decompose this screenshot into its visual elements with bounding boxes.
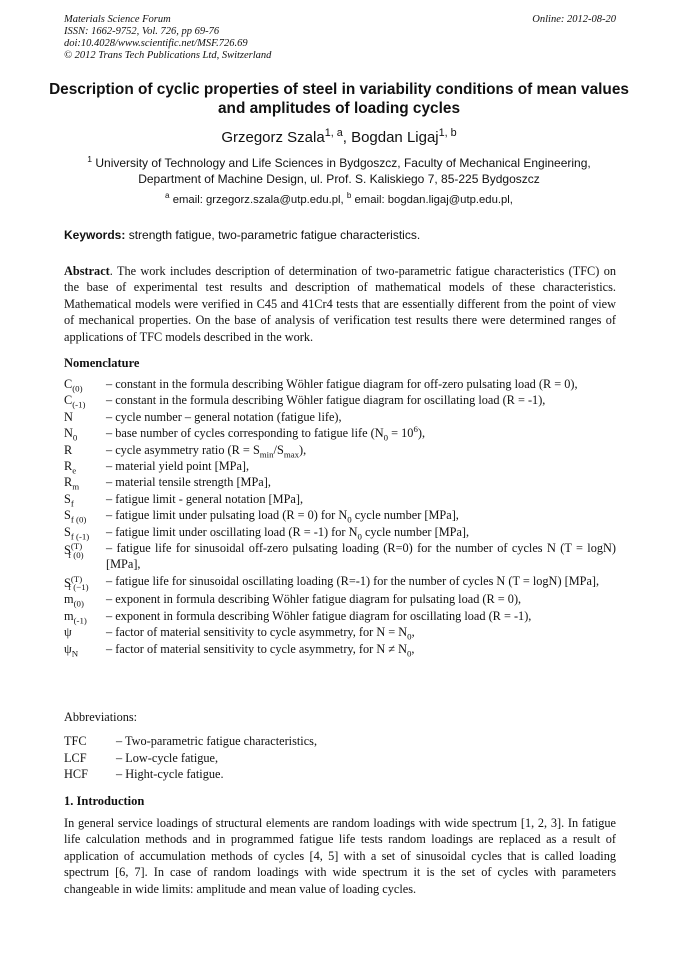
abbreviation-definition: – Hight-cycle fatigue. [116,767,224,781]
nomenclature-item [64,524,616,540]
abbreviations-heading: Abbreviations: [64,710,138,724]
symbol: $R_m$ [64,475,80,492]
definition: – base number of cycles corresponding to fatigue life $(N_0 = 10^6)$, [106,424,426,443]
nomenclature-item [64,425,616,441]
keywords [64,228,616,243]
nomenclature-item [64,392,616,408]
symbol: $S_{f (-1)}$ [64,524,90,542]
definition: – constant in the formula describing Wöhler fatigue diagram for oscillating load (R = -1), [106,393,546,408]
copyright-line: © 2012 Trans Tech Publications Ltd, Switzerland [64,50,272,61]
symbol: $C_{(0)}$ [64,377,83,394]
nomenclature-item [64,442,616,458]
definition: – factor of material sensitivity to cycle asymmetry, for $N \ne N_0$, [106,641,415,658]
email-link[interactable]: email: bogdan.ligaj@utp.edu.pl, [351,194,513,206]
abstract-label: Abstract [64,264,110,278]
symbol: $\psi_N$ [64,641,79,658]
nomenclature-item [64,491,616,507]
author-emails [40,193,638,208]
definition: – fatigue life for sinusoidal off-zero pulsating loading (R=0) for the number of cycles N (T = logN) [MPa], [106,541,616,572]
online-date: Online: 2012-08-20 [532,14,616,25]
definition: – fatigue limit under pulsating load (R = 0) for $N_0$ cycle number [MPa], [106,508,459,525]
keywords-text: strength fatigue, two-parametric fatigue characteristics. [125,228,421,242]
affiliation [40,156,638,187]
definition: – constant in the formula describing Wöhler fatigue diagram for off-zero pulsating load (R = 0), [106,377,578,391]
nomenclature-item [64,608,616,624]
nomenclature-item [64,624,616,640]
abbreviation-definition: – Two-parametric fatigue characteristics, [116,734,318,748]
definition: – fatigue life for sinusoidal oscillating loading (R=-1) for the number of cycles N (T = logN) [MPa], [106,573,600,588]
symbol: N [64,409,73,424]
definition: – material tensile strength [MPa], [106,475,271,490]
author-name: Grzegorz Szala [221,129,325,146]
nomenclature-heading: Nomenclature [64,356,140,370]
affiliation-line: Department of Machine Design, ul. Prof. S. Kaliskiego 7, 85-225 Bydgoszcz [138,171,540,186]
definition: – fatigue limit - general notation [MPa], [106,491,304,506]
symbol: $N_0$ [64,426,78,443]
symbol: $S^{(T)}_{f (0)}$ [64,540,84,560]
author-affiliation-mark: 1, a [324,127,343,139]
section-heading: 1. Introduction [64,794,145,808]
definition: – cycle asymmetry ratio $(R = S_{min}/S_{max})$, [106,442,307,460]
abbreviation: HCF [64,767,88,781]
nomenclature-item [64,376,616,392]
abstract-text: . The work includes description of determination of two-parametric fatigue characteristics (TFC) on the base of experimental test results and description of mathematical models of these characteristics. Mathematical models were verified in C45 and 41Cr4 tests that are essentially different from the point of view of mechanical properties. On the base of analysis of verification test results there were determined ranges of applications of TFC models described in the work. [64,264,616,344]
abbreviation: TFC [64,734,87,748]
nomenclature-item [64,641,616,657]
nomenclature-list [64,376,616,657]
nomenclature-item [64,591,616,607]
nomenclature-item [64,474,616,490]
symbol: $m_{(0)}$ [64,592,84,609]
nomenclature-item [64,573,616,591]
symbol: $R_e$ [64,459,77,476]
abbreviation-item [64,750,616,767]
affiliation-line: University of Technology and Life Sciences in Bydgoszcz, Faculty of Mechanical Engineering, [92,156,591,170]
author-name: Bogdan Ligaj [351,129,439,146]
keywords-label: Keywords: [64,228,126,242]
paper-title: Description of cyclic properties of steel in variability conditions of mean values and amplitudes of loading cycles [49,81,629,117]
nomenclature-item [64,458,616,474]
journal-name: Materials Science Forum [64,14,171,25]
symbol: ψ [64,625,72,640]
affiliation-mark: 1 [87,154,93,164]
abbreviation: LCF [64,750,87,765]
abbreviation-definition: – Low-cycle fatigue, [116,750,219,765]
definition: – exponent in formula describing Wöhler fatigue diagram for oscillating load (R = -1), [106,608,532,623]
nomenclature-item [64,540,616,573]
symbol: $m_{(-1)}$ [64,608,87,626]
nomenclature-item [64,507,616,523]
definition: – exponent in formula describing Wöhler fatigue diagram for pulsating load (R = 0), [106,592,522,607]
definition: – material yield point [MPa], [106,459,250,474]
author-separator: , [342,129,352,146]
definition: – cycle number – general notation (fatigue life), [106,409,342,424]
symbol: $S_f$ [64,491,74,509]
author-list [40,128,638,148]
issn-line: ISSN: 1662-9752, Vol. 726, pp 69-76 [64,26,220,37]
definition: – factor of material sensitivity to cycle asymmetry, for $N = N_0$, [106,625,415,642]
author-affiliation-mark: 1, b [438,127,457,139]
doi-line: doi:10.4028/www.scientific.net/MSF.726.69 [64,38,248,49]
email-link[interactable]: email: grzegorz.szala@utp.edu.pl, [169,194,347,206]
abbreviation-item [64,733,616,750]
abbreviations-list [64,733,616,783]
abbreviation-item [64,766,616,783]
abstract [64,263,616,345]
symbol: $S^{(T)}_{f (-1)}$ [64,573,89,593]
symbol: $S_{f (0)}$ [64,508,87,525]
definition: – fatigue limit under oscillating load (R = -1) for $N_0$ cycle number [MPa], [106,524,470,542]
email-mark: b [346,191,352,201]
symbol: R [64,442,73,457]
nomenclature-item [64,409,616,425]
introduction-paragraph: In general service loadings of structural elements are random loadings with wide spectrum [1, 2, 3]. In fatigue life calculation methods and in programmed fatigue life tests random loadings are replaced as a result of application of accumulation methods of cycles [4, 5] with a set of sinusoidal cycles that is called loading spectrum [6, 7]. In case of random loadings with wide spectrum it is the set of cycles with parameters changeable in wide limits: amplitude and mean value of loading cycles. [64,816,616,896]
email-mark: a [165,191,170,201]
symbol: $C_{(-1)}$ [64,393,86,410]
journal-header [64,14,616,62]
